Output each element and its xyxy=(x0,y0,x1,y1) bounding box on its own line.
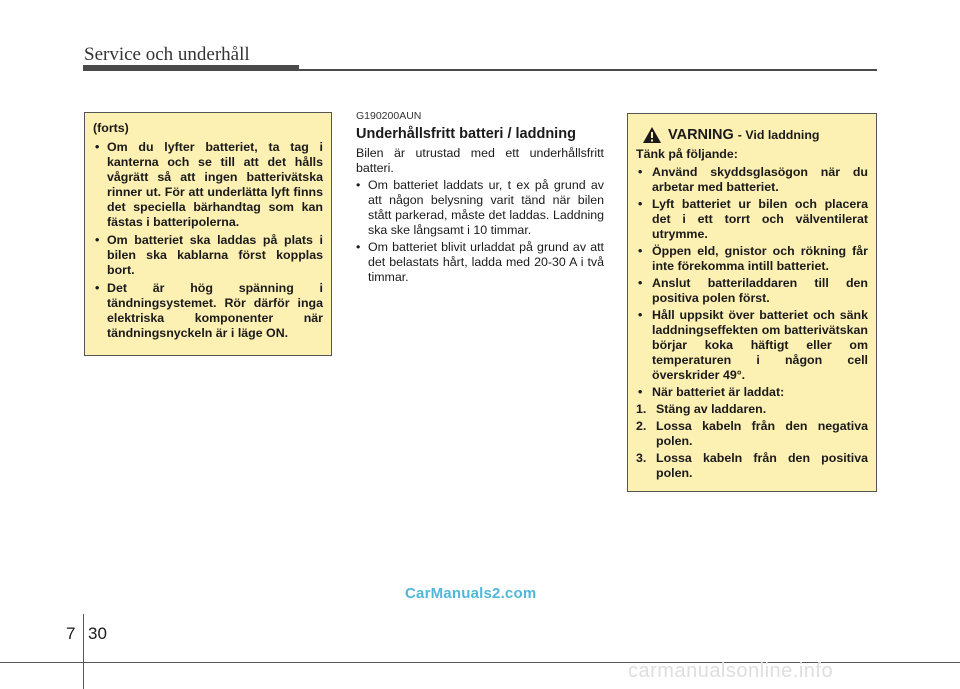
page-header-title: Service och underhåll xyxy=(84,44,250,65)
section-title: Underhållsfritt batteri / laddning xyxy=(356,126,576,142)
section-intro: Bilen är utrustad med ett underhållsfritt batteri. xyxy=(356,146,604,175)
list-item: • Öppen eld, gnistor och rökning får inte förekomma intill batteriet. xyxy=(636,244,868,274)
list-item: • Om batteriet ska laddas på plats i bilen ska kablarna först kopplas bort. xyxy=(93,233,323,278)
list-item: • Om du lyfter batteriet, ta tag i kanterna och se till att det hålls vågrätt så att ingen batterivätska rinner ut. För att underlätta lyft finns det speciella bärhandtag som kan fästas i batteripolerna. xyxy=(93,140,323,230)
watermark-link[interactable]: CarManuals2.com xyxy=(405,585,537,602)
header-bar xyxy=(83,65,299,71)
continued-note-box xyxy=(84,112,332,356)
step-item xyxy=(636,402,868,417)
list-item: • När batteriet är laddat: xyxy=(636,385,868,400)
list-item: • Anslut batteriladdaren till den positiva polen först. xyxy=(636,276,868,306)
warning-subtitle: - Vid laddning xyxy=(737,128,820,142)
list-item: • Om batteriet laddats ur, t ex på grund av att någon belysning varit tänd när bilen stått parkerad, måste det laddas. Laddning ska ske långsamt i 10 timmar. xyxy=(356,178,604,238)
battery-section xyxy=(356,110,604,287)
list-item: • Om batteriet blivit urladdat på grund av att det belastats hårt, ladda med 20-30 A i två timmar. xyxy=(356,240,604,285)
warning-triangle-icon xyxy=(642,126,662,144)
warning-title: VARNING xyxy=(668,127,734,143)
warning-header xyxy=(642,126,868,144)
list-item: • Lyft batteriet ur bilen och placera det i ett torrt och välventilerat utrymme. xyxy=(636,197,868,242)
list-item: • Använd skyddsglasögon när du arbetar med batteriet. xyxy=(636,165,868,195)
footer-page-number: 30 xyxy=(88,624,107,643)
warning-box xyxy=(627,113,877,492)
step-item xyxy=(636,419,868,449)
list-item: • Det är hög spänning i tändningsystemet. Rör därför inga elektriska komponenter när tändningsnyckeln är i läge ON. xyxy=(93,281,323,341)
footer-chapter-number: 7 xyxy=(66,624,76,643)
header-rule xyxy=(299,69,877,71)
step-text: Stäng av laddaren. xyxy=(656,402,767,416)
list-item: • Håll uppsikt över batteriet och sänk laddningseffekten om batterivätskan börjar koka häftigt eller om temperaturen i någon cell överskrider 49°. xyxy=(636,308,868,383)
step-number: 2. xyxy=(636,419,647,433)
footer-divider-vertical xyxy=(83,614,84,689)
section-code: G190200AUN xyxy=(356,110,422,122)
step-number: 3. xyxy=(636,451,647,465)
step-text: Lossa kabeln från den negativa polen. xyxy=(656,419,868,448)
bottom-watermark: carmanualsonline.info xyxy=(628,660,834,682)
step-text: Lossa kabeln från den positiva polen. xyxy=(656,451,868,480)
warning-intro: Tänk på följande: xyxy=(636,147,738,161)
continued-label: (forts) xyxy=(93,121,129,135)
step-item xyxy=(636,451,868,481)
step-number: 1. xyxy=(636,402,647,416)
